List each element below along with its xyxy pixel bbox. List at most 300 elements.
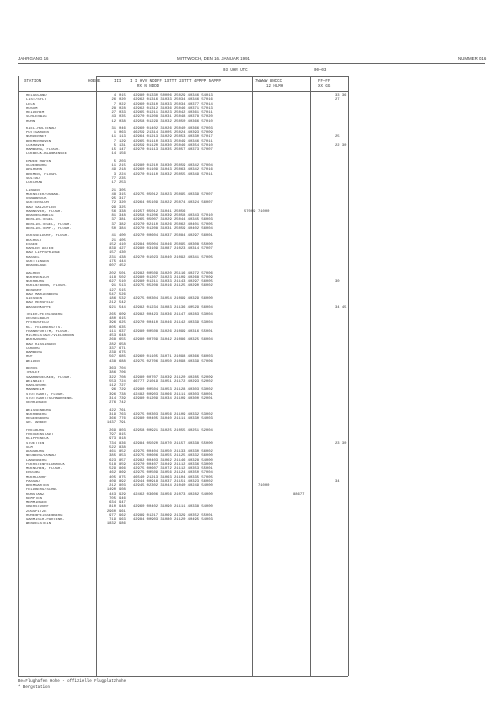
wind-gust: 34 45 [335,305,347,310]
synop-code: 42980 00707 31039 21120 40285 52009 [133,375,213,380]
station-height: 319 [109,412,116,417]
station-height: 607 [109,264,116,269]
station-height: 810 [109,505,116,510]
col-hoehe: HOEHE [88,80,101,84]
station-name: AHLHORN [26,168,42,173]
synop-code: 42965 01211 31023 25042 40361 57011 [133,111,213,115]
col-snow-bottom: 12 HLMH [266,85,284,89]
station-height: 118 [109,275,116,280]
synop-code: 42958 01229 31032 25050 40366 57010 [133,119,213,124]
station-id: 803 [119,484,126,489]
station-name: HOHN [26,119,36,124]
station-name: GR. ARBER [26,421,47,426]
synop-code: 42975 00304 31054 21099 40329 56000 [133,297,213,301]
table-bottom-rule [18,676,348,677]
footnote-mountain: * Bergstation [18,686,50,690]
station-group [18,272,348,310]
station-height: 157 [109,251,116,256]
station-id: 838 [119,445,126,450]
station-height: 5 [113,143,116,148]
station-name: NUERNBERG [26,412,47,417]
station-id: 836 [119,441,126,446]
synop-code: 42982 00403 31062 21146 40328 54000 [133,458,213,463]
station-id: 444 [119,259,126,264]
station-id: 325 [119,205,126,210]
station-id: 946 [119,496,126,501]
extra-code: 57009 [244,209,256,214]
station-id: 727 [119,384,126,389]
station-height: 719 [109,518,116,523]
station-id: 405 [119,238,126,243]
station-height: 11 [111,164,116,169]
station-id: 947 [119,501,126,506]
station-id: 427 [119,247,126,252]
synop-code: 42970 01110 31032 25055 40349 57011 [133,172,213,177]
station-height: 111 [109,329,116,334]
station-height: 547 [109,292,116,297]
station-height: 1437 [106,421,116,426]
station-name: WEISSENBURG [26,408,52,413]
station-id: 852 [119,450,126,455]
wind-gust: 34 [335,479,340,484]
station-name: LUECHOW [26,181,42,186]
col-codes-bottom: RX N NDDD [137,85,160,89]
station-height: 366 [109,417,116,422]
station-id: 655 [119,338,126,343]
station-height: 212 [109,301,116,306]
station-height: 797 [109,433,116,438]
station-name: WUERZBURG [26,338,47,343]
table-row [18,120,348,124]
station-id: 724 [119,379,126,384]
station-height: 634 [109,501,116,506]
station-id: 320 [119,201,126,206]
station-name: BAD SALZUFLEN [26,205,56,210]
station-height: 5 [113,159,116,164]
station-name: BRAUNLAGE [26,264,47,269]
station-height: 977 [109,513,116,518]
station-id: 857 [119,458,126,463]
synop-code: 42980 01210 31030 25059 40342 57004 [133,164,213,169]
station-height: 422 [109,408,116,413]
station-id: 129 [119,139,126,144]
station-name: KL. FELDBERG/TS. [26,325,63,330]
station-name: MICHELSTADT/VIELBRUNN [26,334,74,339]
station-height: 522 [109,445,116,450]
synop-code: 42982 00509 31020 25116 40272 57006 [133,271,213,276]
station-name: SOLTAU [26,176,40,181]
station-id: 704 [119,367,126,372]
station-id: 410 [119,242,126,247]
station-height: 21 [111,238,116,243]
synop-code: 42962 01312 31036 25046 40371 57013 [133,106,213,111]
synop-code: 42960 00402 31090 21111 40338 54000 [133,505,213,510]
station-name: GOETTINGEN [26,259,49,264]
synop-code: 42482 00903 31066 21111 40303 58001 [133,392,213,397]
station-name: HAMBURG, FLUGH. [26,148,61,153]
station-name: BAD LIPPSPRINGE [26,251,61,256]
station-id: 033 [119,111,126,115]
table-row [18,360,348,364]
station-id: 615 [119,317,126,322]
station-id: 859 [119,462,126,467]
station-height: 705 [109,496,116,501]
wind-gust: 27 [335,98,340,103]
station-name: NORDERNEY [26,135,47,140]
table-row [18,401,348,405]
table-right-border [348,76,349,676]
synop-code: 42975 00509 31056 21124 40350 57004 [133,471,213,476]
station-id: 675 [119,351,126,356]
station-id: 035 [119,115,126,120]
station-name: MEMMINGEN [26,501,47,506]
station-id: 761 [119,408,126,413]
synop-code: 46777 21019 31051 21172 40293 52002 [133,379,213,384]
station-name: OLDENBURG [26,164,47,169]
station-height: 363 [109,367,116,372]
station-id: 763 [119,412,126,417]
col-snow: 7WWWW 8NCCC [255,80,283,84]
station-name: LUEBECK-BLANKENSEE [26,152,68,157]
station-name: BREMERHAVEN [26,139,52,144]
col-codes-top: I I HVV NDDFF 1STTT 2STTT 4PPPP 5APPP [130,80,221,84]
station-name: COBURG [26,346,40,351]
station-name: STUTTGART/SCHNARRENB. [26,396,74,401]
table-row [18,152,348,156]
station-height: 462 [109,471,116,476]
wind-gust: 22 30 [335,143,347,148]
station-id: 501 [119,271,126,276]
synop-code: 42945 02302 31044 21040 40249 54000 [133,484,213,489]
station-height: 31 [111,126,116,131]
station-height: 268 [109,338,116,343]
station-group [18,313,348,364]
station-height: 14 [111,152,116,157]
station-id: 739 [119,396,126,401]
synop-code: 42980 00504 31053 21128 40303 53002 [133,388,213,393]
station-name: FELDBERG/SCHW. [26,488,58,493]
station-height: 282 [109,342,116,347]
station-id: 708 [119,375,126,380]
synop-code: 42980 00405 31040 21111 40330 54003 [133,417,213,422]
synop-code: 42980 01330 50006 25029 40346 54013 [133,94,213,98]
synop-code: 42980 01207 31023 21109 40268 57009 [133,275,213,280]
station-group [18,189,348,232]
station-name: WENDELSTEIN [26,522,52,527]
station-height: 480 [109,317,116,322]
synop-code: 42975 05208 31016 21125 40290 56002 [133,284,213,289]
station-height: 396 [109,321,116,326]
station-height: 175 [109,259,116,264]
station-name: LINGEN [26,188,40,193]
synop-code: 42980 01209 31034 21109 40300 52001 [133,396,213,401]
station-name: OSNABRUCK [26,197,47,202]
station-id: 113 [119,135,126,140]
station-height: 805 [109,325,116,330]
station-name: NEUBERG/DONAU [26,454,56,459]
table-row [18,181,348,185]
station-name: DEUSELBACH [26,317,49,322]
station-id: 625 [119,321,126,326]
station-id: 215 [119,164,126,169]
station-name: NOERVENICH [26,275,49,280]
station-height: 152 [109,242,116,247]
station-name: HEIDEHEM [26,111,45,115]
col-iii: III [114,80,122,84]
station-height: 11 [111,135,116,140]
station-height: 112 [109,384,116,389]
station-id: 637 [119,329,126,334]
station-name: PASSAU [26,479,40,484]
table-row [18,522,348,526]
station-name: WEIDEN [26,359,40,364]
station-id: 544 [119,305,126,310]
col-ff-bottom: XX GG [318,85,331,89]
station-id: 685 [119,355,126,360]
station-height: 77 [111,176,116,181]
station-height: 461 [109,450,116,455]
synop-code: 42959 01120 31030 25046 40354 57010 [133,143,213,148]
station-height: 337 [109,346,116,351]
station-height: 202 [109,271,116,276]
station-height: 37 [111,222,116,227]
station-name: KAHLER ASTEN [26,247,54,252]
station-height: 567 [109,355,116,360]
station-id: 384 [119,226,126,231]
station-id: 818 [119,437,126,442]
station-name: THOLEY [26,371,40,376]
station-id: 803 [119,428,126,433]
station-name: WEINBIET [26,379,45,384]
synop-code: 46540 21213 31063 21104 40335 57005 [133,475,213,480]
synop-code: 42944 00918 31037 21151 40323 56002 [133,479,213,484]
station-height: 314 [109,396,116,401]
station-id: 046 [119,126,126,131]
station-height: 72 [111,201,116,206]
station-id: 510 [119,280,126,284]
station-id: 791 [119,421,126,426]
station-id: 688 [119,359,126,364]
station-name: KASSEL [26,255,40,260]
wind-gust: 23 30 [335,441,347,446]
station-height: 1 [113,131,116,136]
station-id: 908 [119,488,126,493]
station-name: DUESSELDORF, FLUGH. [26,234,70,239]
station-id: 961 [119,509,126,514]
station-name: KONSTANZ [26,492,45,497]
station-height: 438 [109,359,116,364]
issue-number: NUMMER 016 [458,56,487,61]
station-height: 186 [109,297,116,301]
station-id: 866 [119,467,126,472]
station-height: 1832 [106,522,116,527]
station-id: 338 [119,209,126,214]
station-height: 973 [109,437,116,442]
station-name: AUGSBURG [26,450,45,455]
synop-code: 42970 01208 31031 25059 40402 56004 [133,226,213,231]
station-id: 430 [119,251,126,256]
station-name: KARLSRUHE [26,384,47,389]
station-name: CUXHAVEN [26,143,45,148]
station-id: 986 [119,522,126,527]
station-name: PFERDSFELD [26,321,49,326]
synop-code: 42970 01208 31031 25048 40378 57020 [133,115,213,120]
synop-code: 42960 01310 31033 25034 40377 57014 [133,102,213,107]
station-name: KOELN/BONN, FLUGH. [26,284,68,289]
synop-code: 42462 03606 31056 21073 40282 54000 [133,492,213,497]
station-group [18,429,348,527]
station-height: 231 [109,255,116,260]
station-id: 729 [119,388,126,393]
synop-code: 42975 00606 31055 21125 40332 56000 [133,454,213,459]
station-name: STOETTEN [26,441,45,446]
station-height: 396 [109,392,116,397]
station-id: 532 [119,297,126,301]
station-height: 529 [109,467,116,472]
station-name: HELGOLAND [26,94,47,98]
table-row [18,227,348,231]
station-id: 815 [119,433,126,438]
station-name: BREMEN, FLUGH. [26,172,58,177]
station-name: REGENSBURG [26,417,49,422]
station-height: 405 [109,475,116,480]
station-height: 27 [111,111,116,115]
station-height: 127 [109,288,116,293]
wind-gust: 30 [335,280,340,284]
synop-code: 42970 02110 31026 25062 40401 57005 [133,222,213,227]
station-height: 265 [109,312,116,317]
station-height: 276 [109,401,116,406]
synop-code: 42975 00607 31072 21112 40353 55001 [133,467,213,472]
table-row [18,306,348,310]
station-height: 269 [109,428,116,433]
station-height: 4 [113,94,116,98]
synop-code: 42962 01316 31033 25034 40346 57016 [133,98,213,103]
column-header-rule [18,91,348,92]
station-id: 317 [119,197,126,202]
station-name: ZUGSPITZE [26,509,47,514]
station-id: 382 [119,222,126,227]
station-name: BERUS [26,367,38,372]
station-height: 48 [111,192,116,197]
volume-label: JAHRGANG 16 [18,56,49,61]
station-id: 131 [119,143,126,148]
synop-code: 42980 00508 31026 21099 40316 55001 [133,329,213,334]
station-name: KIEL-HOLTENAU [26,126,56,131]
station-id: 513 [119,284,126,289]
station-height: 12 [111,119,116,124]
station-name: MUENSTER/OSNAB. [26,192,61,197]
table-row [18,421,348,425]
station-id: 022 [119,102,126,107]
synop-code: 42975 00404 31050 21133 40330 56002 [133,450,213,455]
station-name: ESSEN [26,242,38,247]
station-name: OEHRINGEN [26,401,47,406]
station-height: 921 [109,305,116,310]
synop-code: 42965 01110 31033 25049 40346 57011 [133,139,213,144]
synop-code: 46259 21314 31005 25024 40393 57009 [133,131,213,136]
synop-code: 42980 01211 31033 21143 40297 56005 [133,280,213,284]
synop-code: 42964 05109 31022 25074 40324 56007 [133,201,213,206]
synop-code: 42960 01402 31026 25040 40366 57003 [133,126,213,131]
station-id: 742 [119,401,126,406]
station-id: 452 [119,264,126,269]
station-name: BENDORF [26,288,42,293]
station-name: NUERBURG [26,280,45,284]
station-name: PUTTGARDEN [26,131,49,136]
station-group [18,367,348,405]
station-name: FUERSTENFELDBRUCK [26,462,65,467]
station-name: GIESSEN [26,297,42,301]
station-id: 438 [119,255,126,260]
station-id: 892 [119,479,126,484]
station-name: MANNHEIM [26,388,45,393]
station-name: BERLIN-TEGEL, FLUGH. [26,222,72,227]
station-name: SCHLESWIG [26,115,47,120]
station-name: GUETERSLOH [26,201,49,206]
station-name: OBERSTDORF [26,505,49,510]
station-height: 99 [111,205,116,210]
station-name: STUTTGART, FLUGH. [26,392,65,397]
station-name: LECK [26,102,36,107]
station-name: FRANKFURT/M, FLUGH. [26,329,70,334]
station-id: 028 [119,106,126,111]
station-name: TRIER-PETRISBERG [26,312,63,317]
synop-code: 42982 00423 31036 21147 40283 53004 [133,312,213,317]
synop-code: 42975 00303 31056 21109 40332 53002 [133,412,213,417]
station-id: 853 [119,454,126,459]
station-height: 553 [109,379,116,384]
station-id: 706 [119,371,126,376]
station-height: 56 [111,209,116,214]
station-id: 015 [119,94,126,98]
station-id: 963 [119,518,126,523]
station-height: 839 [109,247,116,252]
synop-code: 42982 01234 31083 21136 40529 56004 [133,305,213,310]
station-name: MUEHLDORF [26,475,47,480]
station-height: 239 [109,351,116,356]
station-name: SAARBRUECKEN, FLUGH. [26,375,72,380]
time-utc-label: 03 UHR UTC [223,69,248,73]
station-height: 21 [111,188,116,193]
station-group [18,409,348,426]
synop-code: 42958 01206 31039 25058 40343 57010 [133,214,213,219]
synop-code: 42958 00921 31025 21055 40251 52004 [133,428,213,433]
header-rule [18,63,485,64]
synop-code: 42970 01023 31040 21092 40341 57005 [133,255,213,260]
station-name: LANDSBERG [26,458,47,463]
station-name: MUENCHEN, FLUGH. [26,467,63,472]
station-id: 776 [119,417,126,422]
station-group [18,94,348,124]
synop-code: 42960 01105 31071 21098 40366 56003 [133,355,213,360]
station-height: 81 [111,214,116,219]
station-id: 738 [119,392,126,397]
synop-code: 42984 00903 31080 21120 40495 54003 [133,518,213,523]
station-id: 962 [119,513,126,518]
station-height: 3 [113,172,116,177]
synop-code: 42964 01213 31029 25053 40330 57017 [133,135,213,140]
station-height: 96 [111,388,116,393]
synop-code: 42984 05020 31070 21157 40338 55000 [133,441,213,446]
station-height: 95 [111,197,116,202]
station-id: 063 [119,131,126,136]
station-id: 542 [119,301,126,306]
table-row [18,264,348,268]
station-id: 020 [119,98,126,103]
station-height: 7 [113,139,116,144]
station-group [18,234,348,268]
